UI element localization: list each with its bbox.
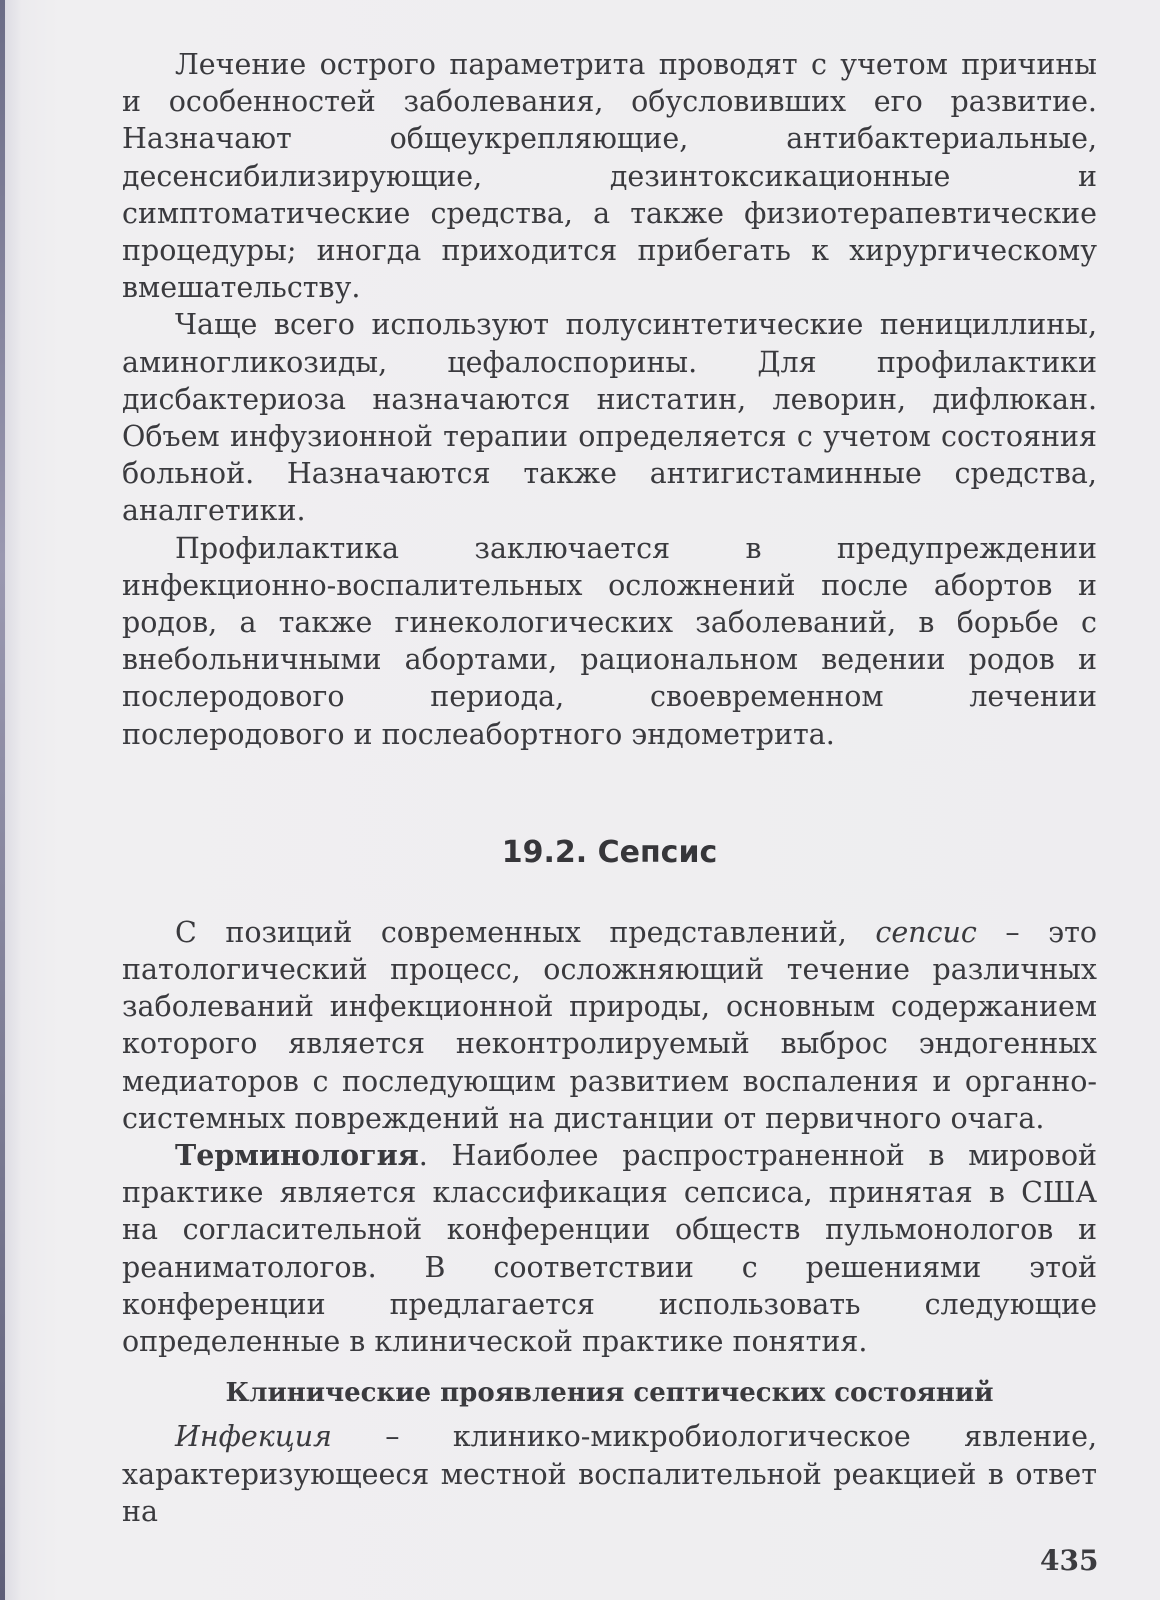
sepsis-rest-text: – это патологический процесс, осложняющий течение различных заболеваний инфекционной природы, основным содержанием которого является неконтролируемый выброс эндогенных медиаторов с последующим развитием воспаления и органно-системных повреждений на дистанции от первичного очага. — [122, 915, 1097, 1135]
section-heading: 19.2. Сепсис — [501, 834, 718, 870]
paragraph-drugs: Чаще всего используют полусинтетические пенициллины, аминогликозиды, цефалоспорины. Для профилактики дисбактериоза назначаются нистатин, леворин, дифлюкан. Объем инфузионной терапии определяется с учетом состояния больной. Назначаются также антигистаминные средства, аналгетики. — [122, 308, 1097, 528]
paragraph-prevention: Профилактика заключается в предупреждении инфекционно-воспалительных осложнений после абортов и родов, а также гинекологических заболеваний, в борьбе с внебольничными абортами, рациональном ведении родов и послеродового периода, своевременном лечении послеродового и послеабортного эндометрита. — [122, 531, 1097, 751]
infection-term: Инфекция — [175, 1420, 332, 1454]
paragraph-infection — [122, 1418, 1097, 1530]
sepsis-lead-text: С позиций современных представлений, — [175, 915, 876, 949]
paragraph-terminology — [122, 1137, 1097, 1360]
sepsis-term: сепсис — [875, 915, 977, 949]
terminology-rest-text: . Наиболее распространенной в мировой практике является классификация сепсиса, принятая в США на согласительной конференции обществ пульмонологов и реаниматологов. В соответствии с решениями этой конференции предлагается использовать следующие определенные в клинической практике понятия. — [122, 1139, 1097, 1359]
paragraph-sepsis-definition — [122, 914, 1097, 1137]
page-number: 435 — [1040, 1544, 1099, 1577]
subsection-heading: Клинические проявления септических состояний — [225, 1378, 994, 1409]
page-content — [122, 46, 1097, 1530]
book-spine-edge — [0, 0, 5, 1600]
terminology-term: Терминология — [175, 1138, 419, 1173]
infection-rest-text: – клинико-микробиологическое явление, характеризующееся местной воспалительной реакцией в ответ на — [122, 1420, 1097, 1528]
paragraph-treatment: Лечение острого параметрита проводят с учетом причины и особенностей заболевания, обусловивших его развитие. Назначают общеукрепляющие, антибактериальные, десенсибилизирующие, дезинтоксикационные и симптоматические средства, а также физиотерапевтические процедуры; иногда приходится прибегать к хирургическому вмешательству. — [122, 48, 1097, 305]
